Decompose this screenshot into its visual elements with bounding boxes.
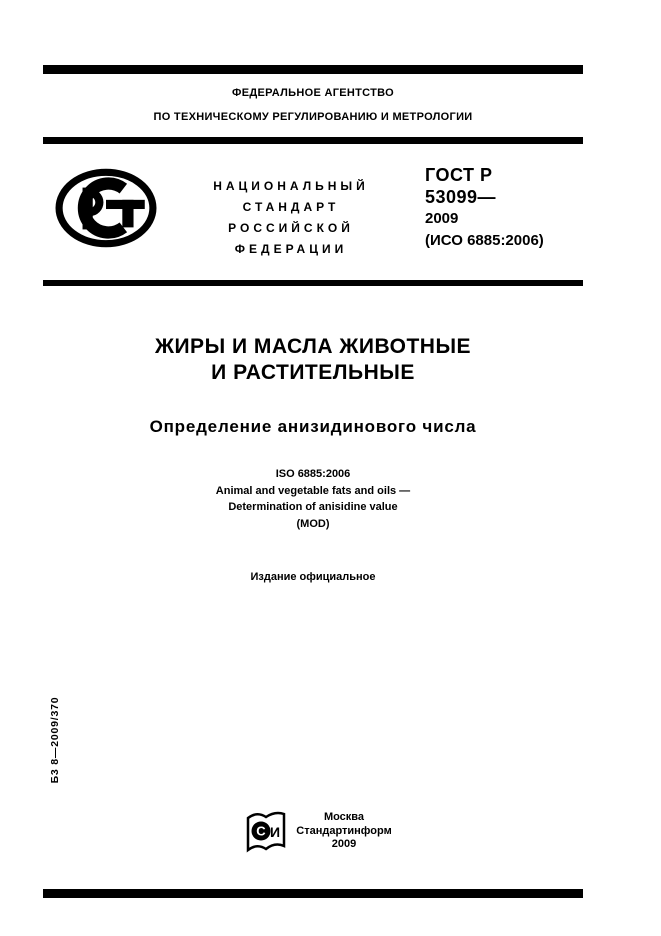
agency-line-1: ФЕДЕРАЛЬНОЕ АГЕНТСТВО — [232, 87, 394, 99]
standard-designation — [425, 164, 544, 252]
official-edition-note: Издание официальное — [250, 571, 376, 583]
badge-rule — [43, 280, 583, 286]
national-standard-line: СТАНДАРТ — [242, 200, 340, 214]
iso-reference-title-en-1: Animal and vegetable fats and oils — — [215, 484, 411, 497]
standartinform-emblem-icon — [246, 809, 286, 860]
publisher-name: Стандартинформ — [296, 824, 392, 837]
iso-reference-title-en-2: Determination of anisidine value — [228, 501, 398, 513]
document-title-line-1: ЖИРЫ И МАСЛА ЖИВОТНЫЕ — [154, 335, 472, 358]
designation-iso: (ИСО 6885:2006) — [425, 232, 544, 249]
header-rule — [43, 137, 583, 144]
national-standard-line: НАЦИОНАЛЬНЫЙ — [213, 179, 369, 193]
designation-number: 53099— — [425, 187, 497, 207]
iso-reference-number: ISO 6885:2006 — [275, 468, 351, 480]
svg-text:И: И — [269, 824, 281, 840]
document-title — [43, 334, 583, 386]
publisher-year: 2009 — [331, 838, 357, 850]
rst-certification-mark-icon — [55, 167, 157, 254]
national-standard-block — [200, 176, 382, 260]
agency-line-2: ПО ТЕХНИЧЕСКОМУ РЕГУЛИРОВАНИЮ И МЕТРОЛОГИИ — [153, 111, 473, 123]
iso-reference-mod: (MOD) — [296, 517, 330, 530]
svg-text:С: С — [256, 823, 266, 839]
national-standard-line: ФЕДЕРАЦИИ — [234, 242, 348, 256]
designation-year: 2009 — [425, 210, 459, 227]
publisher-city: Москва — [323, 811, 365, 823]
side-registration-code: Б3 8—2009/370 — [49, 696, 61, 784]
top-rule — [43, 65, 583, 74]
document-subtitle: Определение анизидинового числа — [149, 417, 477, 436]
iso-reference-block — [43, 466, 583, 532]
national-standard-line: РОССИЙСКОЙ — [228, 221, 354, 235]
bottom-rule — [43, 889, 583, 898]
document-title-line-2: И РАСТИТЕЛЬНЫЕ — [211, 361, 415, 384]
designation-prefix: ГОСТ Р — [425, 165, 493, 185]
publisher-block — [284, 811, 404, 852]
